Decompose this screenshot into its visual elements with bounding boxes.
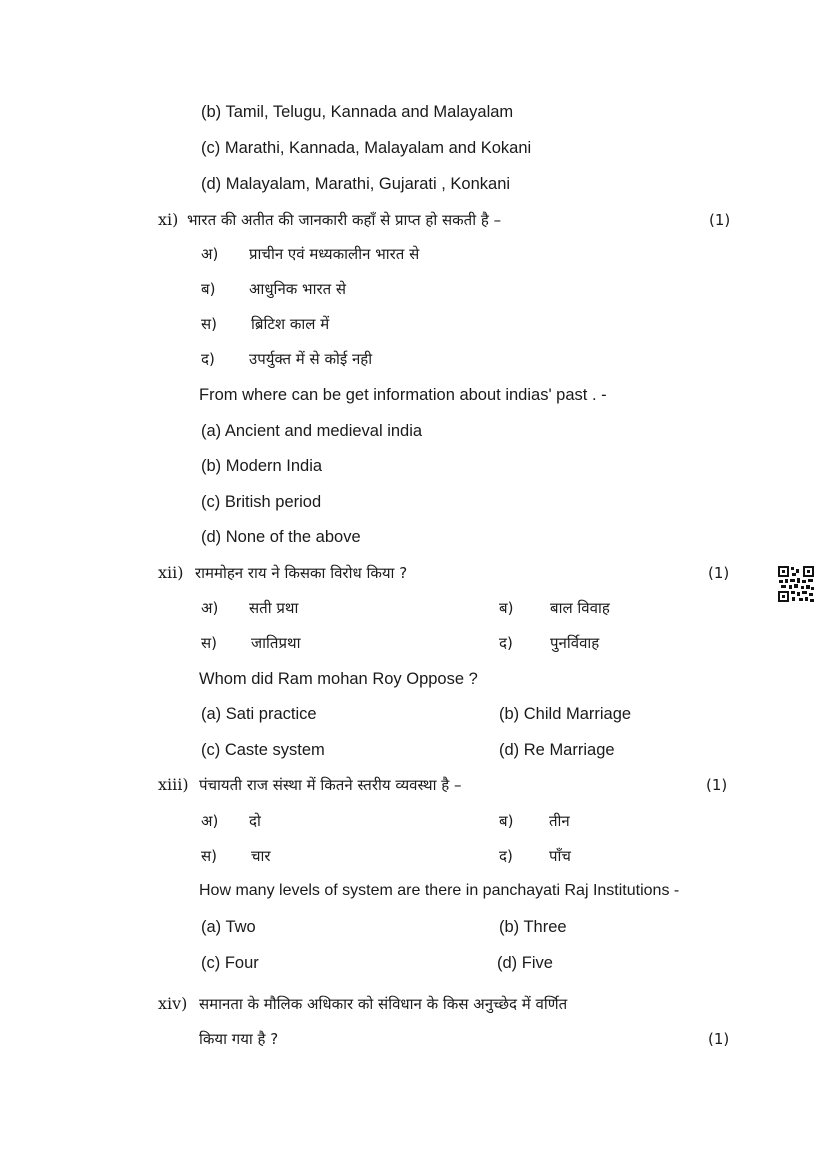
english-option bbox=[499, 704, 631, 724]
option-text: Three bbox=[523, 918, 567, 936]
question-text-english: From where can be get information about indias' past . - bbox=[199, 386, 607, 404]
hindi-option-text: चार bbox=[251, 847, 271, 865]
hindi-option-label: अ) bbox=[201, 245, 219, 263]
hindi-option-label: स) bbox=[201, 634, 217, 652]
option-label: (a) bbox=[201, 918, 222, 936]
hindi-option-label: द) bbox=[201, 350, 215, 368]
hindi-option-label: द) bbox=[499, 847, 513, 865]
question-number: xiv) bbox=[158, 994, 188, 1013]
question-text-hindi: भारत की अतीत की जानकारी कहाँ से प्राप्त हो सकती है – bbox=[187, 211, 502, 229]
option-text: Modern India bbox=[225, 457, 323, 475]
english-option bbox=[201, 456, 322, 476]
option-text: Tamil, Telugu, Kannada and Malayalam bbox=[225, 103, 514, 121]
hindi-option-label: स) bbox=[201, 315, 217, 333]
option-text: None of the above bbox=[225, 528, 361, 546]
hindi-option-text: प्राचीन एवं मध्यकालीन भारत से bbox=[249, 245, 420, 263]
option-text: Five bbox=[521, 954, 553, 972]
question-marks: (1) bbox=[708, 564, 730, 582]
english-option bbox=[201, 704, 317, 724]
question-text-hindi: राममोहन राय ने किसका विरोध किया ? bbox=[195, 564, 408, 582]
option-text: Caste system bbox=[224, 741, 325, 759]
english-option bbox=[201, 421, 422, 441]
hindi-option-text: पुनर्विवाह bbox=[550, 634, 600, 652]
option-label: (b) bbox=[499, 918, 520, 936]
hindi-option-label: ब) bbox=[201, 280, 216, 298]
option-label: (d) bbox=[497, 954, 518, 972]
hindi-option-text: तीन bbox=[549, 812, 570, 830]
option-label: (c) bbox=[201, 741, 221, 759]
option-label: (d) bbox=[499, 741, 520, 759]
option-text: Marathi, Kannada, Malayalam and Kokani bbox=[224, 139, 532, 157]
option-label: (a) bbox=[201, 705, 222, 723]
hindi-option-label: अ) bbox=[201, 812, 219, 830]
option-label: (d) bbox=[201, 175, 222, 193]
option-text: Sati practice bbox=[225, 705, 317, 723]
prev-option-d bbox=[201, 174, 510, 194]
hindi-option-text: आधुनिक भारत से bbox=[249, 280, 347, 298]
option-text: British period bbox=[224, 493, 322, 511]
question-text-hindi-continued: किया गया है ? bbox=[199, 1030, 279, 1048]
qr-code-icon bbox=[777, 565, 815, 603]
hindi-option-text: ब्रिटिश काल में bbox=[251, 315, 330, 333]
english-option bbox=[201, 527, 361, 547]
hindi-option-text: दो bbox=[249, 812, 261, 830]
option-label: (b) bbox=[499, 705, 520, 723]
question-marks: (1) bbox=[708, 1030, 730, 1048]
option-label: (d) bbox=[201, 528, 222, 546]
hindi-option-text: जातिप्रथा bbox=[251, 634, 301, 652]
hindi-option-label: ब) bbox=[499, 812, 514, 830]
option-label: (c) bbox=[201, 493, 221, 511]
option-text: Four bbox=[224, 954, 259, 972]
prev-option-c bbox=[201, 138, 531, 158]
option-label: (c) bbox=[201, 139, 221, 157]
option-label: (c) bbox=[201, 954, 221, 972]
english-option bbox=[201, 492, 321, 512]
prev-option-b bbox=[201, 102, 513, 122]
hindi-option-text: बाल विवाह bbox=[550, 599, 610, 617]
english-option bbox=[201, 740, 325, 760]
question-text-english: Whom did Ram mohan Roy Oppose ? bbox=[199, 670, 478, 688]
english-option bbox=[201, 917, 256, 937]
english-option bbox=[499, 917, 567, 937]
hindi-option-text: सती प्रथा bbox=[249, 599, 299, 617]
question-number: xii) bbox=[158, 563, 184, 582]
question-text-hindi: पंचायती राज संस्था में कितने स्तरीय व्यवस्था है – bbox=[199, 776, 462, 794]
english-option bbox=[201, 953, 259, 973]
question-number: xi) bbox=[158, 210, 179, 229]
question-marks: (1) bbox=[709, 211, 731, 229]
option-text: Malayalam, Marathi, Gujarati , Konkani bbox=[225, 175, 511, 193]
hindi-option-label: अ) bbox=[201, 599, 219, 617]
option-label: (b) bbox=[201, 103, 222, 121]
english-option bbox=[497, 953, 553, 973]
option-text: Child Marriage bbox=[523, 705, 632, 723]
option-text: Two bbox=[225, 918, 256, 936]
option-label: (a) bbox=[201, 422, 222, 440]
hindi-option-label: द) bbox=[499, 634, 513, 652]
hindi-option-label: ब) bbox=[499, 599, 514, 617]
english-option bbox=[499, 740, 615, 760]
question-number: xiii) bbox=[158, 775, 189, 794]
hindi-option-label: स) bbox=[201, 847, 217, 865]
question-text-english: How many levels of system are there in panchayati Raj Institutions - bbox=[199, 882, 680, 899]
option-label: (b) bbox=[201, 457, 222, 475]
hindi-option-text: उपर्युक्त में से कोई नही bbox=[249, 350, 373, 368]
option-text: Re Marriage bbox=[523, 741, 615, 759]
question-marks: (1) bbox=[706, 776, 728, 794]
option-text: Ancient and medieval india bbox=[224, 422, 423, 440]
hindi-option-text: पाँच bbox=[549, 847, 571, 865]
question-text-hindi: समानता के मौलिक अधिकार को संविधान के किस अनुच्छेद में वर्णित bbox=[199, 995, 568, 1013]
